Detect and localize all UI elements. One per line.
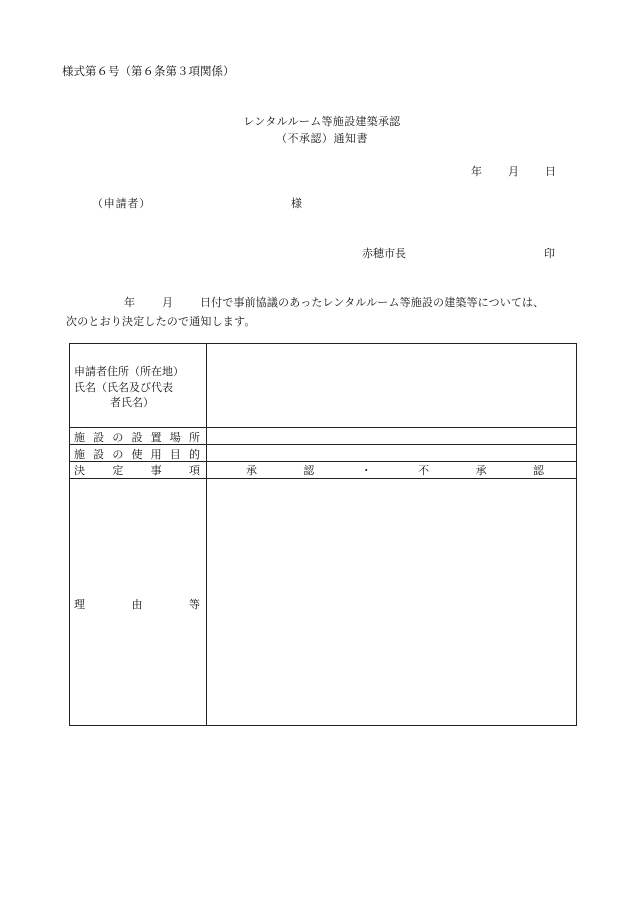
body-year-label: 年 <box>124 296 135 309</box>
address-label-line2: 氏名（氏名及び代表 <box>74 381 173 394</box>
address-label-line1: 申請者住所（所在地） <box>74 365 184 378</box>
date-day-label: 日 <box>545 165 556 178</box>
document-title-subline: （不承認）通知書 <box>276 132 368 145</box>
applicant-label: （申請者） <box>92 197 151 210</box>
form-id: 様式第６号（第６条第３項関係） <box>62 64 235 78</box>
date-month-label: 月 <box>508 165 519 178</box>
document-title: レンタルルーム等施設建築承認 <box>243 115 401 128</box>
decision-options: 承 認 ・ 不 承 認 <box>246 464 544 477</box>
purpose-label: 施 設 の 使 用 目 的 <box>74 448 200 461</box>
body-month-label: 月 <box>162 296 173 309</box>
body-text-line2: 次のとおり決定したので通知します。 <box>66 315 256 328</box>
applicant-honorific: 様 <box>291 197 302 210</box>
table-row-divider <box>70 461 576 462</box>
reason-label: 理 由 等 <box>74 598 200 611</box>
body-text-line1: 日付で事前協議のあったレンタルルーム等施設の建築等については、 <box>200 296 545 309</box>
decision-table <box>69 343 577 726</box>
decision-label: 決 定 事 項 <box>74 464 200 477</box>
table-column-divider <box>206 344 207 725</box>
address-label-line3: 者氏名） <box>110 396 154 409</box>
table-row-divider <box>70 427 576 428</box>
table-row-divider <box>70 444 576 445</box>
date-year-label: 年 <box>471 165 482 178</box>
issuer-title: 赤穂市長 <box>362 247 406 260</box>
location-label: 施 設 の 設 置 場 所 <box>74 431 200 444</box>
table-row-divider <box>70 478 576 479</box>
seal-mark: 印 <box>544 247 555 260</box>
